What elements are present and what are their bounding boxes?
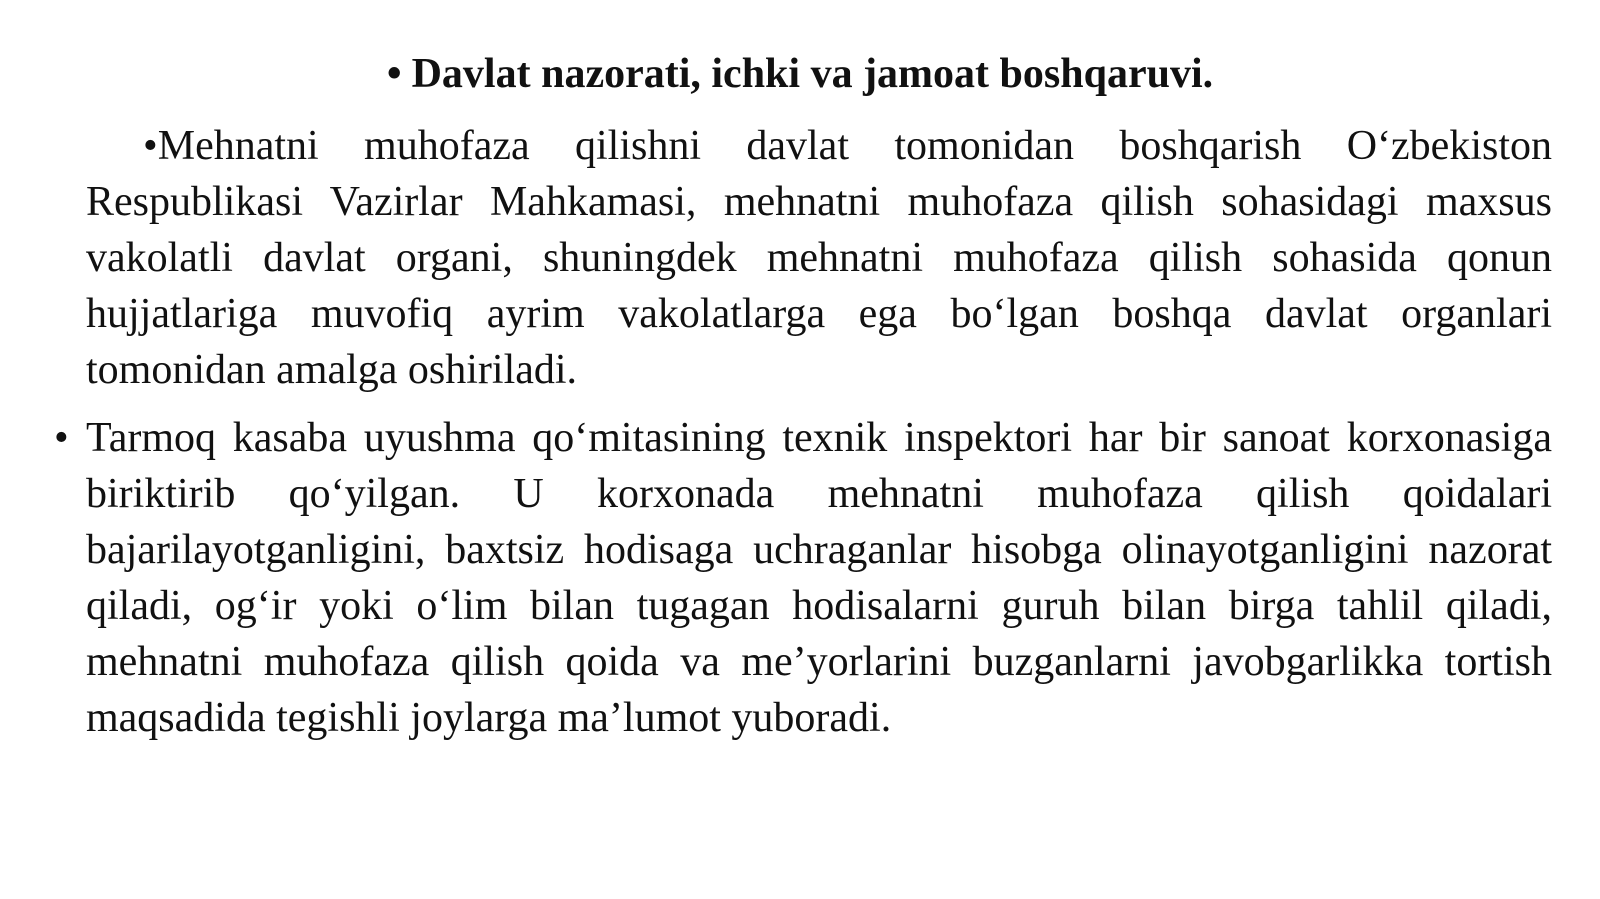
paragraph-2-text: Tarmoq kasaba uyushma qo‘mitasining texnik inspektori har bir sanoat korxonasiga biriktirib qo‘yilgan. U korxonada mehnatni muhofaza qilish qoidalari bajarilayotganligini, baxtsiz hodisaga uchraganlar hisobga olinayotganligini nazorat qiladi, og‘ir yoki o‘lim bilan tugagan hodisalarni guruh bilan birga tahlil qiladi, mehnatni muhofaza qilish qoida va me’yorlarini buzganlarni javobgarlikka tortish maqsadida tegishli joylarga ma’lumot yuboradi.: [86, 415, 1552, 741]
paragraph-2-bullet: •: [54, 415, 69, 461]
paragraph-2: [86, 410, 1552, 746]
paragraph-1: [86, 118, 1552, 398]
heading-bullet: •: [386, 51, 402, 97]
slide-heading: [0, 48, 1600, 100]
heading-text: Davlat nazorati, ichki va jamoat boshqaruvi.: [411, 51, 1214, 97]
paragraph-1-text: Mehnatni muhofaza qilishni davlat tomonidan boshqarish O‘zbekiston Respublikasi Vazirlar Mahkamasi, mehnatni muhofaza qilish sohasidagi maxsus vakolatli davlat organi, shuningdek mehnatni muhofaza qilish sohasida qonun hujjatlariga muvofiq ayrim vakolatlarga ega bo‘lgan boshqa davlat organlari tomonidan amalga oshiriladi.: [86, 123, 1552, 393]
paragraph-1-bullet: •: [143, 123, 158, 169]
